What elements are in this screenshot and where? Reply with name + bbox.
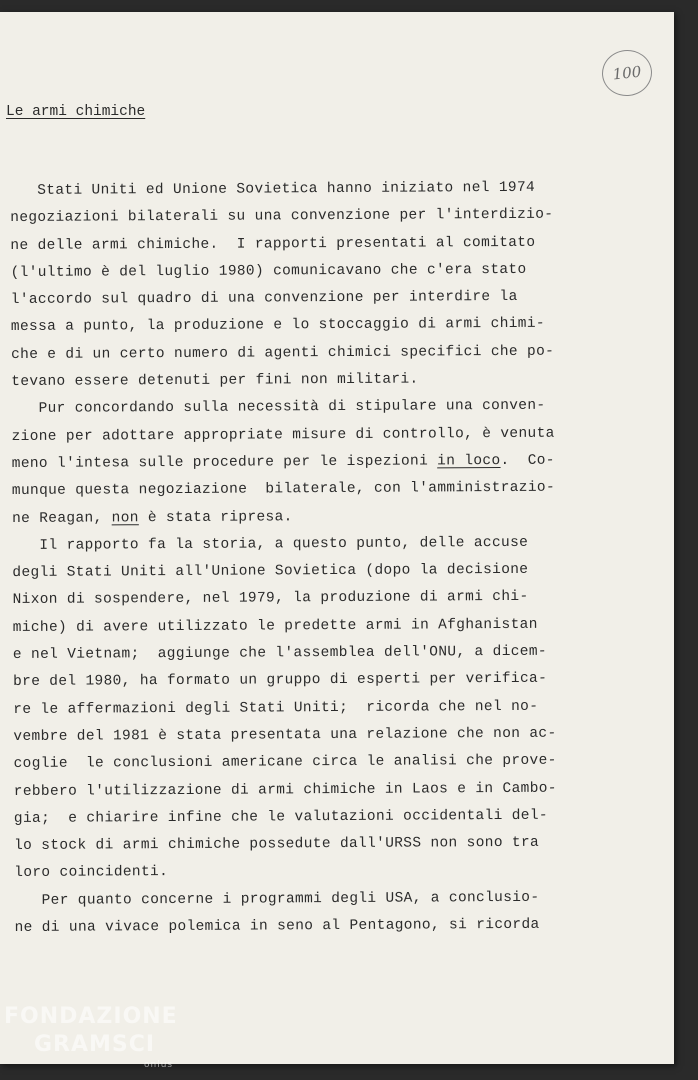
page-number-stamp: 100	[600, 48, 655, 99]
text-line: Nixon di sospendere, nel 1979, la produzione di armi chi-	[12, 589, 529, 609]
text-line: bre del 1980, ha formato un gruppo di esperti per verifica-	[13, 671, 548, 691]
text-line: coglie le conclusioni americane circa le analisi che prove-	[13, 752, 557, 773]
text-line: rebbero l'utilizzazione di armi chimiche in Laos e in Cambo-	[13, 780, 557, 800]
text-line: ne di una vivace polemica in seno al Pentagono, si ricorda	[14, 916, 540, 937]
text-line: zione per adottare appropriate misure di controllo, è venuta	[11, 425, 555, 445]
text-line: l'accordo sul quadro di una convenzione per interdire la	[10, 289, 518, 309]
text-line: e nel Vietnam; aggiunge che l'assemblea dell'ONU, a dicem-	[12, 643, 547, 664]
text-line: Pur concordando sulla necessità di stipulare una conven-	[11, 398, 546, 418]
text-line: re le affermazioni degli Stati Uniti; ricorda che nel no-	[13, 698, 539, 718]
text-line: ne delle armi chimiche. I rapporti presentati al comitato	[10, 234, 536, 254]
text-line: negoziazioni bilaterali su una convenzione per l'interdizio-	[10, 206, 554, 227]
text-line: loro coincidenti.	[14, 864, 169, 882]
text-line: (l'ultimo è del luglio 1980) comunicavano che c'era stato	[10, 261, 527, 281]
underlined-emphasis: in loco	[437, 452, 501, 470]
text-line: meno l'intesa sulle procedure per le ispezioni in loco. Co-	[11, 452, 555, 472]
fondazione-gramsci-watermark	[4, 1003, 178, 1070]
text-line: ne Reagan, non è stata ripresa.	[12, 508, 293, 527]
watermark-line1: FONDAZIONE	[4, 1004, 178, 1029]
text-line: degli Stati Uniti all'Unione Sovietica (dopo la decisione	[12, 561, 529, 582]
watermark-line3: onlus	[144, 1060, 174, 1070]
text-line: munque questa negoziazione bilaterale, con l'amministrazio-	[11, 479, 556, 500]
document-title: Le armi chimiche	[6, 104, 146, 120]
watermark-line2: GRAMSCI	[34, 1032, 156, 1057]
text-line: Per quanto concerne i programmi degli USA, a conclusio-	[14, 889, 540, 909]
text-line: che e di un certo numero di agenti chimici specifici che po-	[11, 343, 555, 363]
text-line: Il rapporto fa la storia, a questo punto, delle accuse	[12, 534, 529, 554]
text-line: vembre del 1981 è stata presentata una relazione che non ac-	[13, 725, 557, 745]
text-line: miche) di avere utilizzato le predette armi in Afghanistan	[12, 616, 538, 636]
underlined-emphasis: non	[111, 509, 139, 526]
text-line: gia; e chiarire infine che le valutazioni occidentali del-	[13, 807, 549, 827]
text-line: messa a punto, la produzione e lo stoccaggio di armi chimi-	[10, 316, 545, 336]
text-line: lo stock di armi chimiche possedute dall'URSS non sono tra	[14, 834, 540, 855]
text-line: tevano essere detenuti per fini non militari.	[11, 371, 419, 391]
document-page	[0, 12, 674, 1064]
text-line: Stati Uniti ed Unione Sovietica hanno iniziato nel 1974	[10, 179, 536, 199]
document-body	[10, 175, 585, 943]
